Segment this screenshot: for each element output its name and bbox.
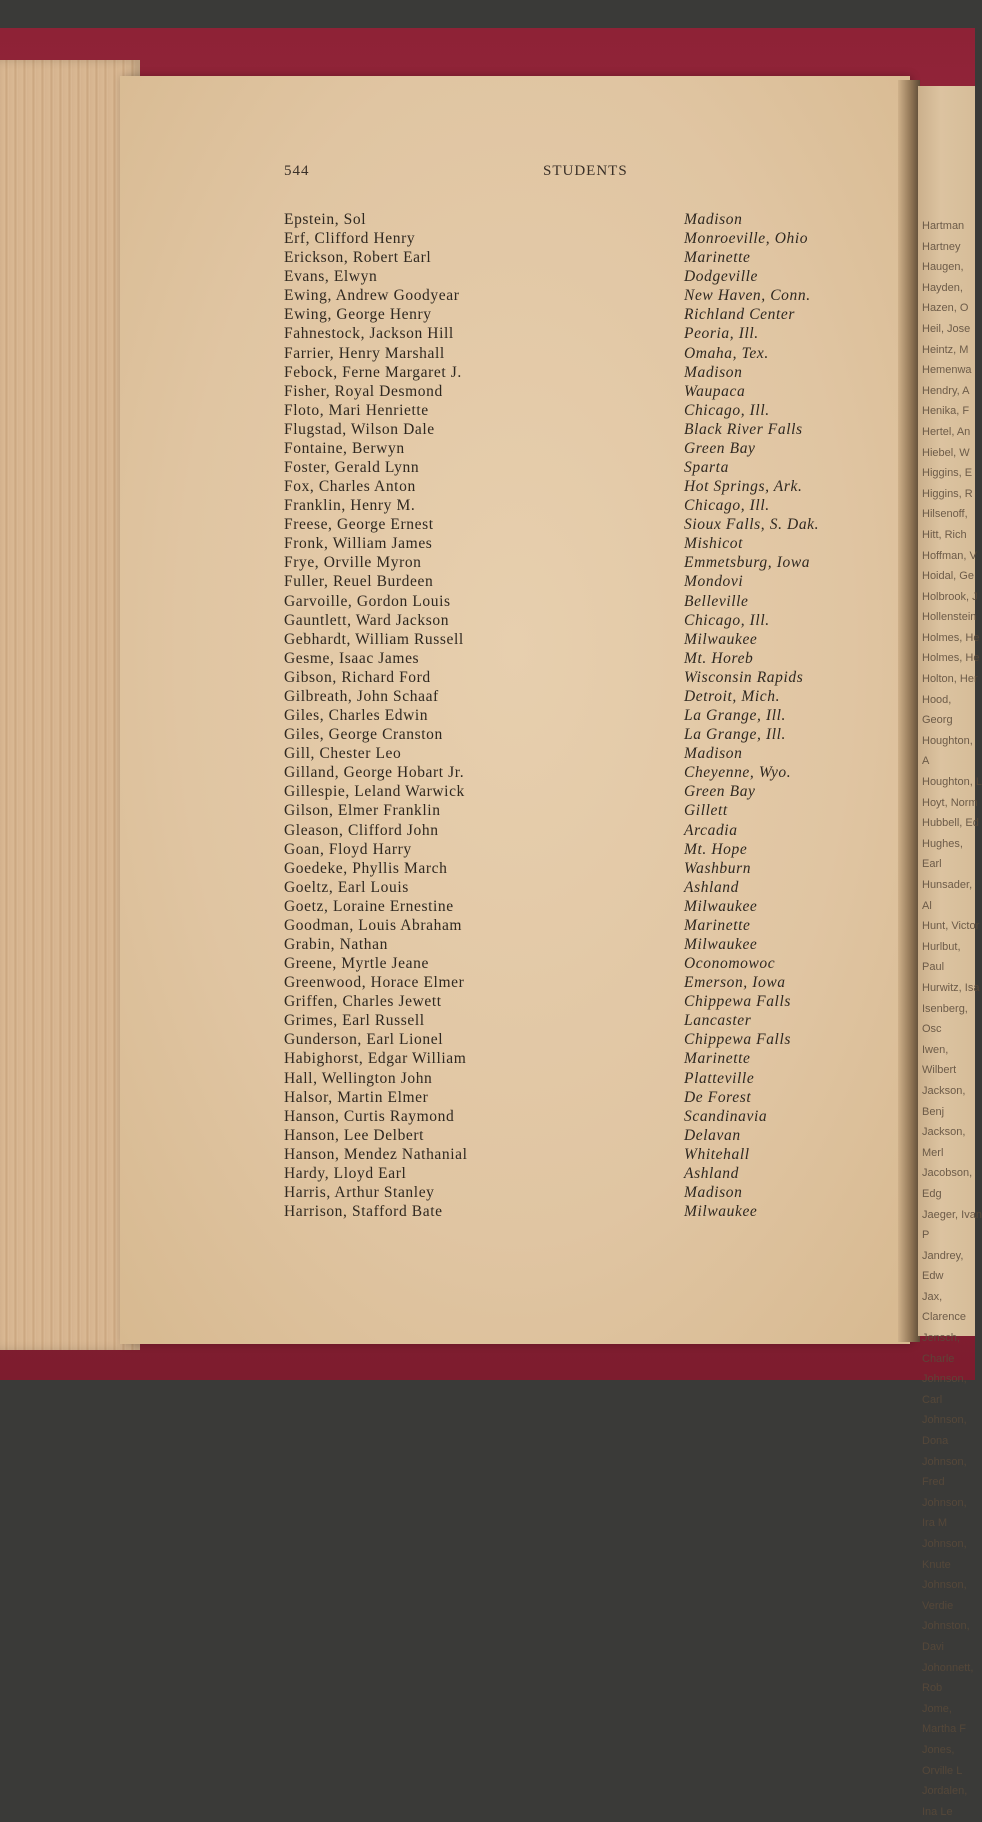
student-hometown: Mishicot: [684, 535, 744, 553]
student-hometown: Green Bay: [684, 439, 756, 457]
adjacent-page-line: Holmes, He: [922, 631, 980, 644]
student-hometown: Washburn: [684, 859, 752, 877]
student-entry: [0, 440, 975, 459]
student-name: Grimes, Earl Russell: [284, 1012, 425, 1030]
student-entry: [0, 802, 975, 821]
student-entry: [0, 211, 975, 230]
adjacent-page-line: Heil, Jose: [922, 322, 971, 335]
student-name: Habighorst, Edgar William: [284, 1050, 467, 1068]
student-entry: [0, 593, 975, 612]
student-entry: [0, 1050, 975, 1069]
adjacent-page-line: Hartney: [922, 240, 961, 253]
student-hometown: Platteville: [684, 1069, 755, 1087]
student-name: Fisher, Royal Desmond: [284, 382, 443, 400]
student-hometown: Peoria, Ill.: [684, 325, 759, 343]
student-hometown: Ashland: [684, 878, 740, 896]
page-number: 544: [284, 163, 310, 179]
student-hometown: Milwaukee: [684, 897, 758, 915]
adjacent-page-line: Holmes, He: [922, 652, 980, 665]
adjacent-page-line: Heintz, M: [922, 343, 969, 356]
student-name: Hardy, Lloyd Earl: [284, 1164, 407, 1182]
adjacent-page-line: Hunt, Victor: [922, 920, 980, 933]
student-name: Gunderson, Earl Lionel: [284, 1031, 444, 1049]
student-hometown: Chicago, Ill.: [684, 611, 770, 629]
student-hometown: Sparta: [684, 459, 729, 477]
adjacent-page-line: Haugen,: [922, 261, 964, 274]
adjacent-page-line: Hollenstein: [922, 611, 977, 624]
student-entry: [0, 1165, 975, 1184]
student-name: Farrier, Henry Marshall: [284, 344, 445, 362]
adjacent-page-line: Jandrey, Edw: [922, 1249, 964, 1283]
student-hometown: Delavan: [684, 1126, 741, 1144]
student-name: Ewing, Andrew Goodyear: [284, 287, 460, 305]
adjacent-page-line: Henika, F: [922, 405, 970, 418]
student-hometown: New Haven, Conn.: [684, 287, 811, 305]
student-hometown: Waupaca: [684, 382, 746, 400]
student-entry: [0, 402, 975, 421]
student-name: Gebhardt, William Russell: [284, 630, 464, 648]
student-entry: [0, 974, 975, 993]
student-entry: [0, 1108, 975, 1127]
adjacent-page-line: Hiebel, W: [922, 446, 970, 459]
student-hometown: Scandinavia: [684, 1107, 768, 1125]
student-name: Febock, Ferne Margaret J.: [284, 363, 462, 381]
student-hometown: Whitehall: [684, 1145, 750, 1163]
student-name: Erickson, Robert Earl: [284, 249, 432, 267]
adjacent-page-line: Hoyt, Norm: [922, 796, 978, 809]
adjacent-page-line: Higgins, E: [922, 467, 973, 480]
adjacent-page-line: Iwen, Wilbert: [922, 1043, 957, 1077]
adjacent-page-line: Hartman: [922, 220, 965, 232]
student-entry: [0, 421, 975, 440]
student-hometown: Sioux Falls, S. Dak.: [684, 516, 820, 534]
student-hometown: Marinette: [684, 249, 751, 267]
student-name: Franklin, Henry M.: [284, 497, 416, 515]
student-hometown: Green Bay: [684, 783, 756, 801]
adjacent-page-line: Johnson, Verdie: [922, 1579, 967, 1612]
adjacent-page-line: Jordalen, Ina Le: [922, 1785, 968, 1818]
student-name: Goedeke, Phyllis March: [284, 859, 448, 877]
adjacent-page-line: Johonnett, Rob: [922, 1661, 974, 1695]
student-hometown: Ashland: [684, 1164, 740, 1182]
student-hometown: Gillett: [684, 802, 728, 820]
adjacent-page-line: Johnson, Ira M: [922, 1496, 967, 1530]
student-name: Fontaine, Berwyn: [284, 439, 405, 457]
student-entry: [0, 822, 975, 841]
student-hometown: Monroeville, Ohio: [684, 230, 809, 248]
student-hometown: Hot Springs, Ark.: [684, 478, 803, 496]
student-name: Halsor, Martin Elmer: [284, 1088, 429, 1106]
student-name: Gillespie, Leland Warwick: [284, 783, 465, 801]
adjacent-page-line: Jaeger, Ivan P: [922, 1208, 982, 1242]
student-entry: [0, 516, 975, 535]
adjacent-page-line: Hurlbut, Paul: [922, 940, 961, 974]
adjacent-page-line: Higgins, R: [922, 487, 973, 500]
student-entry: [0, 841, 975, 860]
student-hometown: Mt. Horeb: [684, 649, 754, 667]
student-name: Fox, Charles Anton: [284, 478, 416, 496]
student-entry: [0, 345, 975, 364]
student-entry: [0, 1089, 975, 1108]
student-name: Fahnestock, Jackson Hill: [284, 325, 454, 343]
adjacent-page-line: Hertel, An: [922, 425, 971, 438]
student-hometown: Madison: [684, 211, 743, 228]
student-hometown: Madison: [684, 1183, 743, 1201]
student-entry: [0, 287, 975, 306]
student-hometown: Madison: [684, 745, 743, 763]
adjacent-page-line: Isenberg, Osc: [922, 1002, 968, 1036]
student-name: Goan, Floyd Harry: [284, 840, 412, 858]
student-entry: [0, 383, 975, 402]
student-entry: [0, 898, 975, 917]
student-entry: [0, 1070, 975, 1089]
adjacent-page-line: Hilsenoff,: [922, 508, 968, 521]
student-name: Harris, Arthur Stanley: [284, 1183, 435, 1201]
adjacent-page-line: Holton, Her: [922, 673, 978, 686]
student-entry: [0, 1203, 975, 1222]
adjacent-page-line: Houghton, L: [922, 776, 982, 789]
student-name: Hall, Wellington John: [284, 1069, 433, 1087]
student-entry: [0, 1012, 975, 1031]
student-hometown: Black River Falls: [684, 420, 803, 438]
student-entry: [0, 1146, 975, 1165]
adjacent-page-line: Hoffman, V: [922, 549, 977, 562]
running-title: STUDENTS: [543, 163, 628, 179]
student-hometown: Mt. Hope: [684, 840, 748, 858]
student-hometown: De Forest: [684, 1088, 752, 1106]
student-hometown: Lancaster: [684, 1012, 752, 1030]
adjacent-page-line: Hendry, A: [922, 384, 970, 397]
adjacent-page-line: Jensch, Charle: [922, 1332, 960, 1365]
student-hometown: Emmetsburg, Iowa: [684, 554, 811, 572]
student-hometown: Wisconsin Rapids: [684, 668, 804, 686]
student-hometown: Marinette: [684, 1050, 751, 1068]
student-name: Evans, Elwyn: [284, 268, 378, 286]
adjacent-page-line: Hood, Georg: [922, 693, 953, 727]
student-entry: [0, 1184, 975, 1203]
student-hometown: Emerson, Iowa: [684, 974, 786, 992]
student-hometown: Milwaukee: [684, 630, 758, 648]
student-name: Goetz, Loraine Ernestine: [284, 897, 454, 915]
student-name: Hanson, Lee Delbert: [284, 1126, 425, 1144]
student-name: Floto, Mari Henriette: [284, 401, 429, 419]
student-entry: [0, 554, 975, 573]
student-hometown: Milwaukee: [684, 1203, 758, 1221]
student-hometown: Arcadia: [684, 821, 738, 839]
student-name: Gleason, Clifford John: [284, 821, 439, 839]
adjacent-page-line: Hazen, O: [922, 302, 969, 315]
student-name: Greene, Myrtle Jeane: [284, 955, 429, 973]
adjacent-page-line: Jones, Orville L: [922, 1743, 963, 1777]
student-entry: [0, 364, 975, 383]
adjacent-page-line: Johnson, Carl: [922, 1373, 967, 1406]
adjacent-page-line: Jackson, Benj: [922, 1084, 966, 1118]
student-hometown: Belleville: [684, 592, 749, 610]
student-hometown: Chicago, Ill.: [684, 401, 770, 419]
student-entry: [0, 688, 975, 707]
student-entry: [0, 459, 975, 478]
student-entry: [0, 325, 975, 344]
student-name: Gill, Chester Leo: [284, 745, 402, 763]
student-name: Fronk, William James: [284, 535, 433, 553]
adjacent-page-line: Hurwitz, Isa: [922, 981, 980, 994]
adjacent-page-line: Hoidal, Ge: [922, 570, 974, 583]
student-name: Grabin, Nathan: [284, 935, 388, 953]
adjacent-page-line: Johnson, Dona: [922, 1414, 967, 1448]
student-name: Gilbreath, John Schaaf: [284, 687, 439, 705]
student-hometown: Mondovi: [684, 573, 744, 591]
student-name: Ewing, George Henry: [284, 306, 432, 324]
student-hometown: Chippewa Falls: [684, 1031, 792, 1049]
student-entry: [0, 860, 975, 879]
student-name: Hanson, Mendez Nathanial: [284, 1145, 468, 1163]
student-name: Erf, Clifford Henry: [284, 230, 416, 248]
student-list: [0, 211, 975, 1222]
adjacent-page-line: Hayden,: [922, 281, 963, 294]
student-hometown: Chicago, Ill.: [684, 497, 770, 515]
student-hometown: Madison: [684, 363, 743, 381]
student-entry: [0, 993, 975, 1012]
adjacent-page-line: Houghton, A: [922, 734, 973, 768]
student-name: Gilson, Elmer Franklin: [284, 802, 441, 820]
student-name: Frye, Orville Myron: [284, 554, 422, 572]
student-hometown: Omaha, Tex.: [684, 344, 769, 362]
student-entry: [0, 478, 975, 497]
student-hometown: Oconomowoc: [684, 955, 776, 973]
student-hometown: Dodgeville: [684, 268, 759, 286]
student-name: Freese, George Ernest: [284, 516, 434, 534]
student-name: Gilland, George Hobart Jr.: [284, 764, 465, 782]
student-hometown: Detroit, Mich.: [684, 687, 781, 705]
student-entry: [0, 497, 975, 516]
adjacent-page-line: Jax, Clarence: [922, 1290, 967, 1324]
student-name: Goodman, Louis Abraham: [284, 916, 463, 934]
student-name: Harrison, Stafford Bate: [284, 1203, 443, 1221]
adjacent-page-line: Johnson, Fred: [922, 1455, 967, 1489]
adjacent-page-line: Jacobson, Edg: [922, 1167, 973, 1200]
adjacent-page-line: Hitt, Rich: [922, 528, 967, 541]
student-entry: [0, 1031, 975, 1050]
student-hometown: La Grange, Ill.: [684, 726, 786, 744]
student-hometown: Cheyenne, Wyo.: [684, 764, 792, 782]
student-entry: [0, 306, 975, 325]
student-entry: [0, 650, 975, 669]
adjacent-page-line: Hemenwa: [922, 364, 972, 377]
student-name: Flugstad, Wilson Dale: [284, 420, 435, 438]
student-name: Garvoille, Gordon Louis: [284, 592, 451, 610]
student-entry: [0, 917, 975, 936]
student-entry: [0, 955, 975, 974]
student-name: Giles, Charles Edwin: [284, 707, 429, 725]
student-name: Gauntlett, Ward Jackson: [284, 611, 450, 629]
adjacent-page-line: Johnson, Knute: [922, 1538, 967, 1571]
adjacent-page-line: Jome, Martha F: [922, 1702, 967, 1736]
student-hometown: Marinette: [684, 916, 751, 934]
student-name: Greenwood, Horace Elmer: [284, 974, 465, 992]
student-entry: [0, 573, 975, 592]
student-name: Griffen, Charles Jewett: [284, 993, 442, 1011]
student-entry: [0, 936, 975, 955]
student-entry: [0, 612, 975, 631]
student-entry: [0, 249, 975, 268]
adjacent-page-line: Hubbell, Ed: [922, 817, 979, 830]
student-entry: [0, 230, 975, 249]
student-entry: [0, 669, 975, 688]
student-entry: [0, 783, 975, 802]
student-entry: [0, 535, 975, 554]
student-entry: [0, 268, 975, 287]
student-entry: [0, 1127, 975, 1146]
adjacent-page-line: Hunsader, Al: [922, 879, 973, 912]
student-name: Fuller, Reuel Burdeen: [284, 573, 434, 591]
student-hometown: Milwaukee: [684, 935, 758, 953]
student-name: Foster, Gerald Lynn: [284, 459, 420, 477]
student-name: Hanson, Curtis Raymond: [284, 1107, 455, 1125]
student-name: Gibson, Richard Ford: [284, 668, 431, 686]
student-name: Epstein, Sol: [284, 211, 367, 228]
student-entry: [0, 707, 975, 726]
student-hometown: La Grange, Ill.: [684, 707, 786, 725]
student-entry: [0, 726, 975, 745]
student-name: Goeltz, Earl Louis: [284, 878, 409, 896]
student-entry: [0, 879, 975, 898]
adjacent-page-line: Holbrook, J: [922, 590, 978, 603]
adjacent-page-line: Jackson, Merl: [922, 1126, 966, 1159]
student-entry: [0, 745, 975, 764]
adjacent-page-line: Hughes, Earl: [922, 837, 963, 871]
student-name: Gesme, Isaac James: [284, 649, 420, 667]
adjacent-page-line: Johnston, Davi: [922, 1620, 970, 1653]
student-hometown: Richland Center: [684, 306, 796, 324]
student-name: Giles, George Cranston: [284, 726, 443, 744]
student-hometown: Chippewa Falls: [684, 993, 792, 1011]
student-entry: [0, 764, 975, 783]
student-entry: [0, 631, 975, 650]
